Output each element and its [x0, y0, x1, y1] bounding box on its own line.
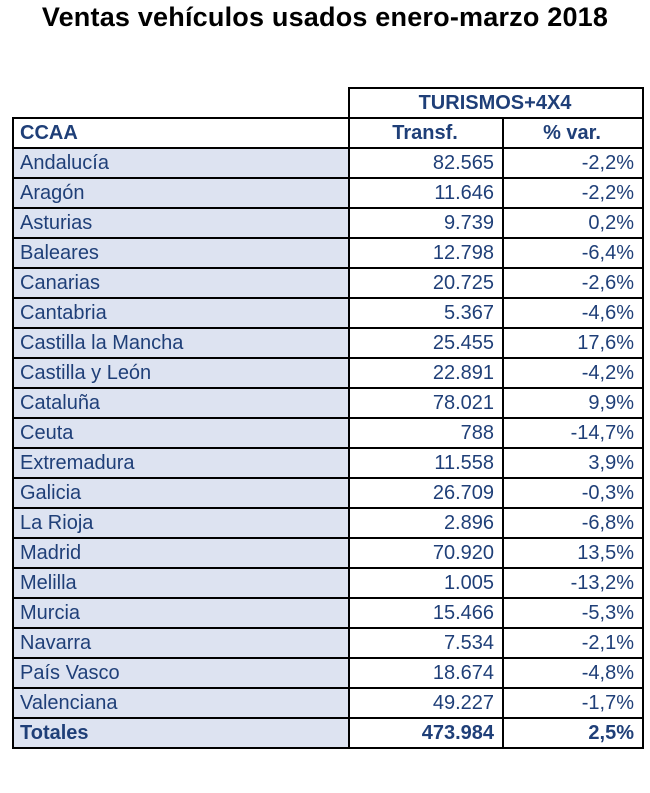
variation-cell: -1,7% [503, 688, 643, 718]
variation-cell: -4,6% [503, 298, 643, 328]
group-header-row [13, 88, 643, 118]
variation-cell: -0,3% [503, 478, 643, 508]
transfers-cell: 473.984 [349, 718, 503, 748]
variation-cell: 17,6% [503, 328, 643, 358]
region-cell: Castilla la Mancha [13, 328, 349, 358]
header-transfers: Transf. [349, 118, 503, 148]
table-row [13, 358, 643, 388]
transfers-cell: 18.674 [349, 658, 503, 688]
table-row [13, 388, 643, 418]
table-row [13, 568, 643, 598]
variation-cell: 0,2% [503, 208, 643, 238]
transfers-cell: 49.227 [349, 688, 503, 718]
transfers-cell: 25.455 [349, 328, 503, 358]
region-cell: Andalucía [13, 148, 349, 178]
variation-cell: -4,8% [503, 658, 643, 688]
region-cell: Ceuta [13, 418, 349, 448]
transfers-cell: 70.920 [349, 538, 503, 568]
table-row [13, 208, 643, 238]
region-cell: Totales [13, 718, 349, 748]
table-row [13, 658, 643, 688]
transfers-cell: 11.646 [349, 178, 503, 208]
transfers-cell: 1.005 [349, 568, 503, 598]
variation-cell: -14,7% [503, 418, 643, 448]
transfers-cell: 7.534 [349, 628, 503, 658]
transfers-cell: 15.466 [349, 598, 503, 628]
transfers-cell: 2.896 [349, 508, 503, 538]
transfers-cell: 9.739 [349, 208, 503, 238]
variation-cell: -5,3% [503, 598, 643, 628]
blank-cell [13, 88, 349, 118]
table-row [13, 298, 643, 328]
transfers-cell: 20.725 [349, 268, 503, 298]
variation-cell: -4,2% [503, 358, 643, 388]
region-cell: Murcia [13, 598, 349, 628]
transfers-cell: 5.367 [349, 298, 503, 328]
transfers-cell: 788 [349, 418, 503, 448]
transfers-cell: 12.798 [349, 238, 503, 268]
table-row [13, 268, 643, 298]
variation-cell: -6,4% [503, 238, 643, 268]
region-cell: Valenciana [13, 688, 349, 718]
region-cell: Aragón [13, 178, 349, 208]
region-cell: La Rioja [13, 508, 349, 538]
variation-cell: 13,5% [503, 538, 643, 568]
table-row [13, 688, 643, 718]
table-row [13, 448, 643, 478]
region-cell: Cantabria [13, 298, 349, 328]
group-header: TURISMOS+4X4 [349, 88, 643, 118]
transfers-cell: 22.891 [349, 358, 503, 388]
table-row [13, 328, 643, 358]
region-cell: Cataluña [13, 388, 349, 418]
transfers-cell: 82.565 [349, 148, 503, 178]
region-cell: Melilla [13, 568, 349, 598]
variation-cell: -2,6% [503, 268, 643, 298]
region-cell: Baleares [13, 238, 349, 268]
table-row [13, 508, 643, 538]
region-cell: País Vasco [13, 658, 349, 688]
variation-cell: -2,1% [503, 628, 643, 658]
table-row [13, 178, 643, 208]
region-cell: Navarra [13, 628, 349, 658]
sales-table [12, 87, 644, 749]
variation-cell: 3,9% [503, 448, 643, 478]
transfers-cell: 11.558 [349, 448, 503, 478]
region-cell: Canarias [13, 268, 349, 298]
column-header-row [13, 118, 643, 148]
transfers-cell: 26.709 [349, 478, 503, 508]
table-row [13, 628, 643, 658]
page-title: Ventas vehículos usados enero-marzo 2018 [41, 2, 609, 32]
transfers-cell: 78.021 [349, 388, 503, 418]
total-row [13, 718, 643, 748]
region-cell: Madrid [13, 538, 349, 568]
variation-cell: 9,9% [503, 388, 643, 418]
region-cell: Extremadura [13, 448, 349, 478]
variation-cell: 2,5% [503, 718, 643, 748]
region-cell: Asturias [13, 208, 349, 238]
table-row [13, 238, 643, 268]
header-region: CCAA [13, 118, 349, 148]
variation-cell: -2,2% [503, 148, 643, 178]
table-row [13, 418, 643, 448]
table-row [13, 148, 643, 178]
table-row [13, 538, 643, 568]
variation-cell: -2,2% [503, 178, 643, 208]
variation-cell: -6,8% [503, 508, 643, 538]
variation-cell: -13,2% [503, 568, 643, 598]
table-row [13, 478, 643, 508]
table-row [13, 598, 643, 628]
header-variation: % var. [503, 118, 643, 148]
region-cell: Castilla y León [13, 358, 349, 388]
region-cell: Galicia [13, 478, 349, 508]
